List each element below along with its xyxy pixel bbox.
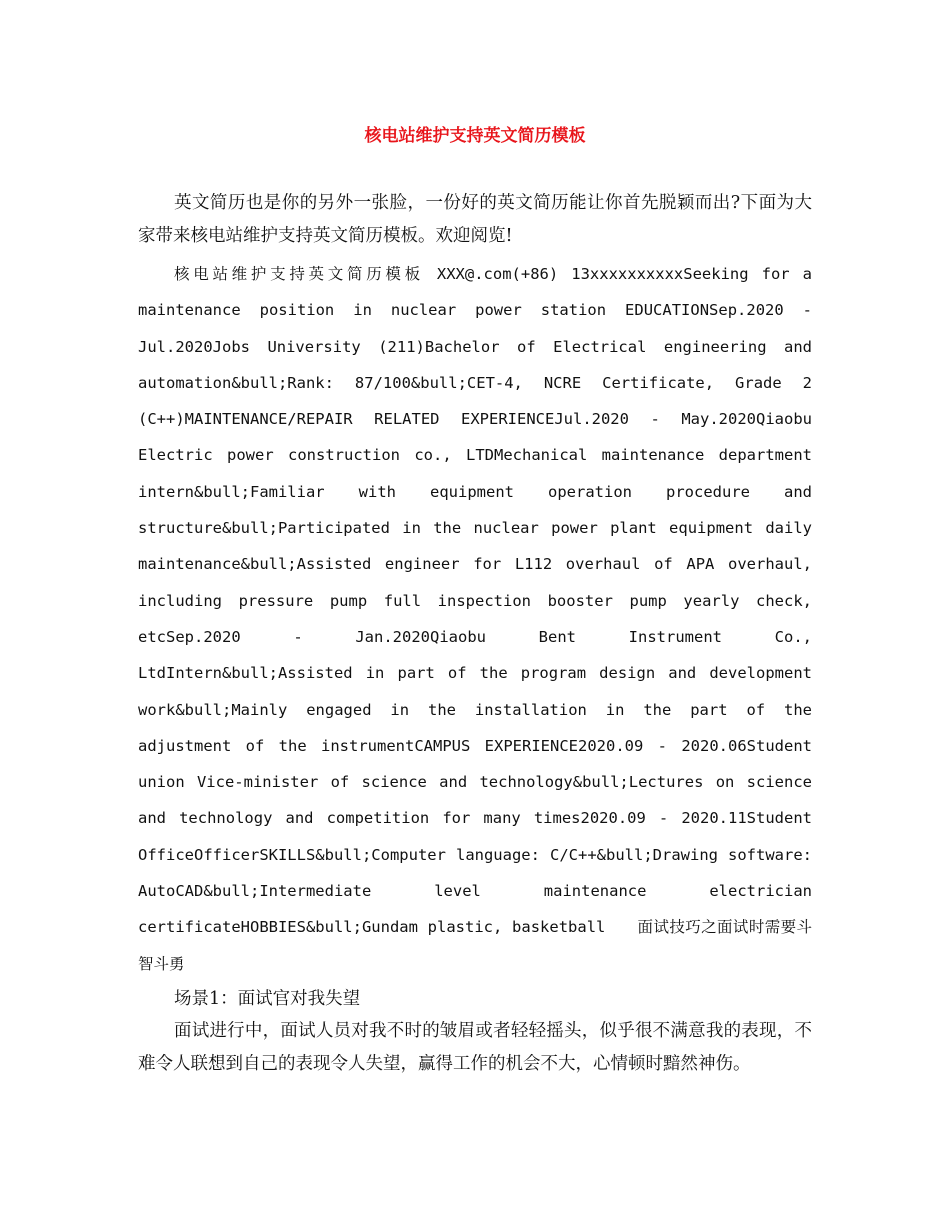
intro-paragraph: 英文简历也是你的另外一张脸，一份好的英文简历能让你首先脱颖而出?下面为大家带来核电站维护支持英文简历模板。欢迎阅览! (138, 193, 812, 246)
resume-template-paragraph: 核电站维护支持英文简历模板 XXX@.com(+86) 13xxxxxxxxxxSeeking for a maintenance position in nuclear power station EDUCATIONSep.2020 - Jul.2020Jobs University (211)Bachelor of Electrical engineering and automation&bull;Rank: 87/100&bull;CET-4, NCRE Certificate, Grade 2 (C++)MAINTENANCE/REPAIR RELATED EXPERIENCEJul.2020 - May.2020Qiaobu Electric power construction co., LTDMechanical maintenance department intern&bull;Familiar with equipment operation procedure and structure&bull;Participated in the nuclear power plant equipment daily maintenance&bull;Assisted engineer for L112 overhaul of APA overhaul, including pressure pump full inspection booster pump yearly check, etcSep.2020 - Jan.2020Qiaobu Bent Instrument Co., LtdIntern&bull;Assisted in part of the program design and development work&bull;Mainly engaged in the installation in the part of the adjustment of the instrumentCAMPUS EXPERIENCE2020.09 - 2020.06Student union Vice-minister of science and technology&bull;Lectures on science and technology and competition for many times2020.09 - 2020.11Student OfficeOfficerSKILLS&bull;Computer language: C/C++&bull;Drawing software: AutoCAD&bull;Intermediate level maintenance electrician certificateHOBBIES&bull;Gundam plastic, basketball 面试技巧之面试时需要斗智斗勇 (138, 265, 812, 973)
document-title: 核电站维护支持英文简历模板 (364, 126, 586, 146)
scene-heading: 场景1：面试官对我失望 (174, 989, 361, 1009)
scene-body-paragraph: 面试进行中，面试人员对我不时的皱眉或者轻轻摇头，似乎很不满意我的表现，不难令人联想到自己的表现令人失望，赢得工作的机会不大，心情顿时黯然神伤。 (138, 1021, 812, 1074)
